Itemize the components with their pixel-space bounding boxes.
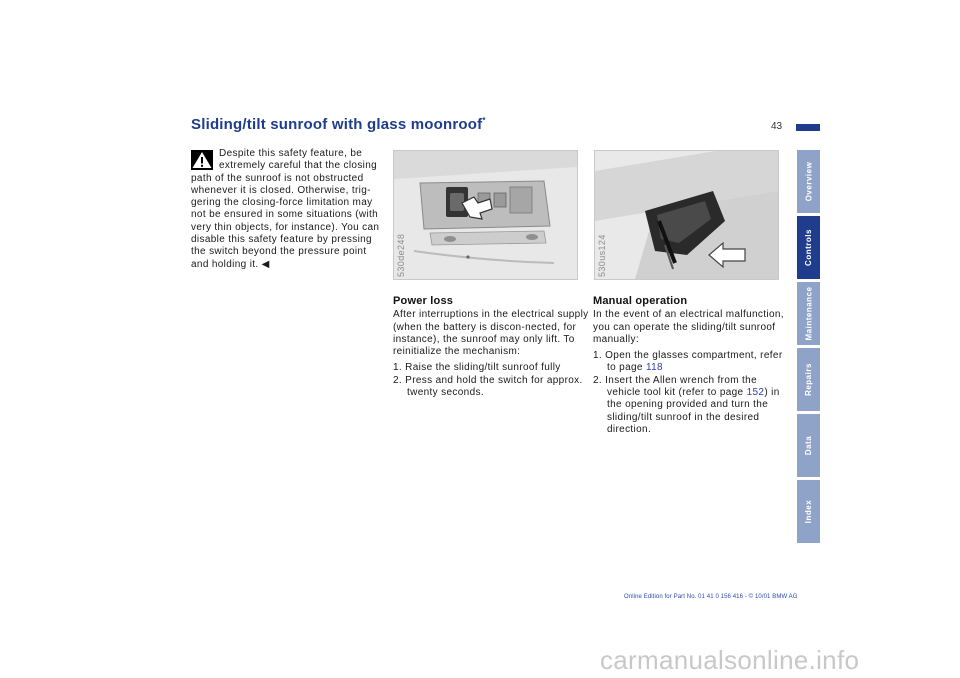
power-loss-section [393,295,589,399]
watermark: carmanualsonline.info [600,645,860,675]
page-number: 43 [771,121,783,132]
tab-index[interactable]: Index [797,480,820,543]
warning-lead-text: Despite this safety feature, be extremely careful that the closing [219,148,378,172]
page-title: Sliding/tilt sunroof with glass moonroof* [191,116,486,133]
page-number-bar [796,124,820,131]
tab-repairs[interactable]: Repairs [797,348,820,411]
end-mark-icon: ◀ [261,258,270,270]
list-item: 2. Press and hold the switch for approx. twenty seconds. [393,374,583,399]
manual-operation-steps [593,350,789,436]
manual-operation-section [593,295,789,436]
optional-equipment-marker: * [482,116,486,125]
list-item: 2. Insert the Allen wrench from the vehicle tool kit (refer to page 152) in the opening provided and turn the sliding/tilt sunroof in the desired direction. [593,374,780,435]
power-loss-heading: Power loss [393,295,454,307]
tab-controls[interactable]: Controls [797,216,820,279]
glasses-compartment-photo [594,150,779,280]
sunroof-switch-photo [393,150,578,280]
list-item: 1. Open the glasses compartment, refer to page 118 [593,350,783,374]
power-loss-steps [393,362,589,399]
photo-code-left: 530de248 [396,233,406,277]
photo-code-right: 530us124 [597,234,607,277]
tab-data[interactable]: Data [797,414,820,477]
page-link-118[interactable]: 118 [645,362,663,374]
manual-operation-heading: Manual operation [593,295,688,307]
manual-operation-intro: In the event of an electrical malfunction, you can operate the sliding/tilt sunroof manually: [593,309,784,345]
warning-text: path of the sunroof is not obstructed whenever it is closed. Otherwise, trig-gering the closing-force limitation may not be ensured in some situations (with very thin objects, for instance). You can disable this safety feature by pressing the switch beyond the pressure point and holding it. [191,172,380,270]
footer-edition-note: Online Edition for Part No. 01 41 0 156 416 - © 10/01 BMW AG [624,594,798,600]
list-item: 1. Raise the sliding/tilt sunroof fully [393,362,561,374]
page-link-152[interactable]: 152 [746,387,765,399]
power-loss-intro: After interruptions in the electrical supply (when the battery is discon-nected, for instance), the sunroof may only lift. To reinitialize the mechanism: [393,309,589,358]
tab-overview[interactable]: Overview [797,150,820,213]
tab-maintenance[interactable]: Maintenance [797,282,820,345]
safety-warning [191,148,383,271]
warning-triangle-icon [191,150,213,170]
